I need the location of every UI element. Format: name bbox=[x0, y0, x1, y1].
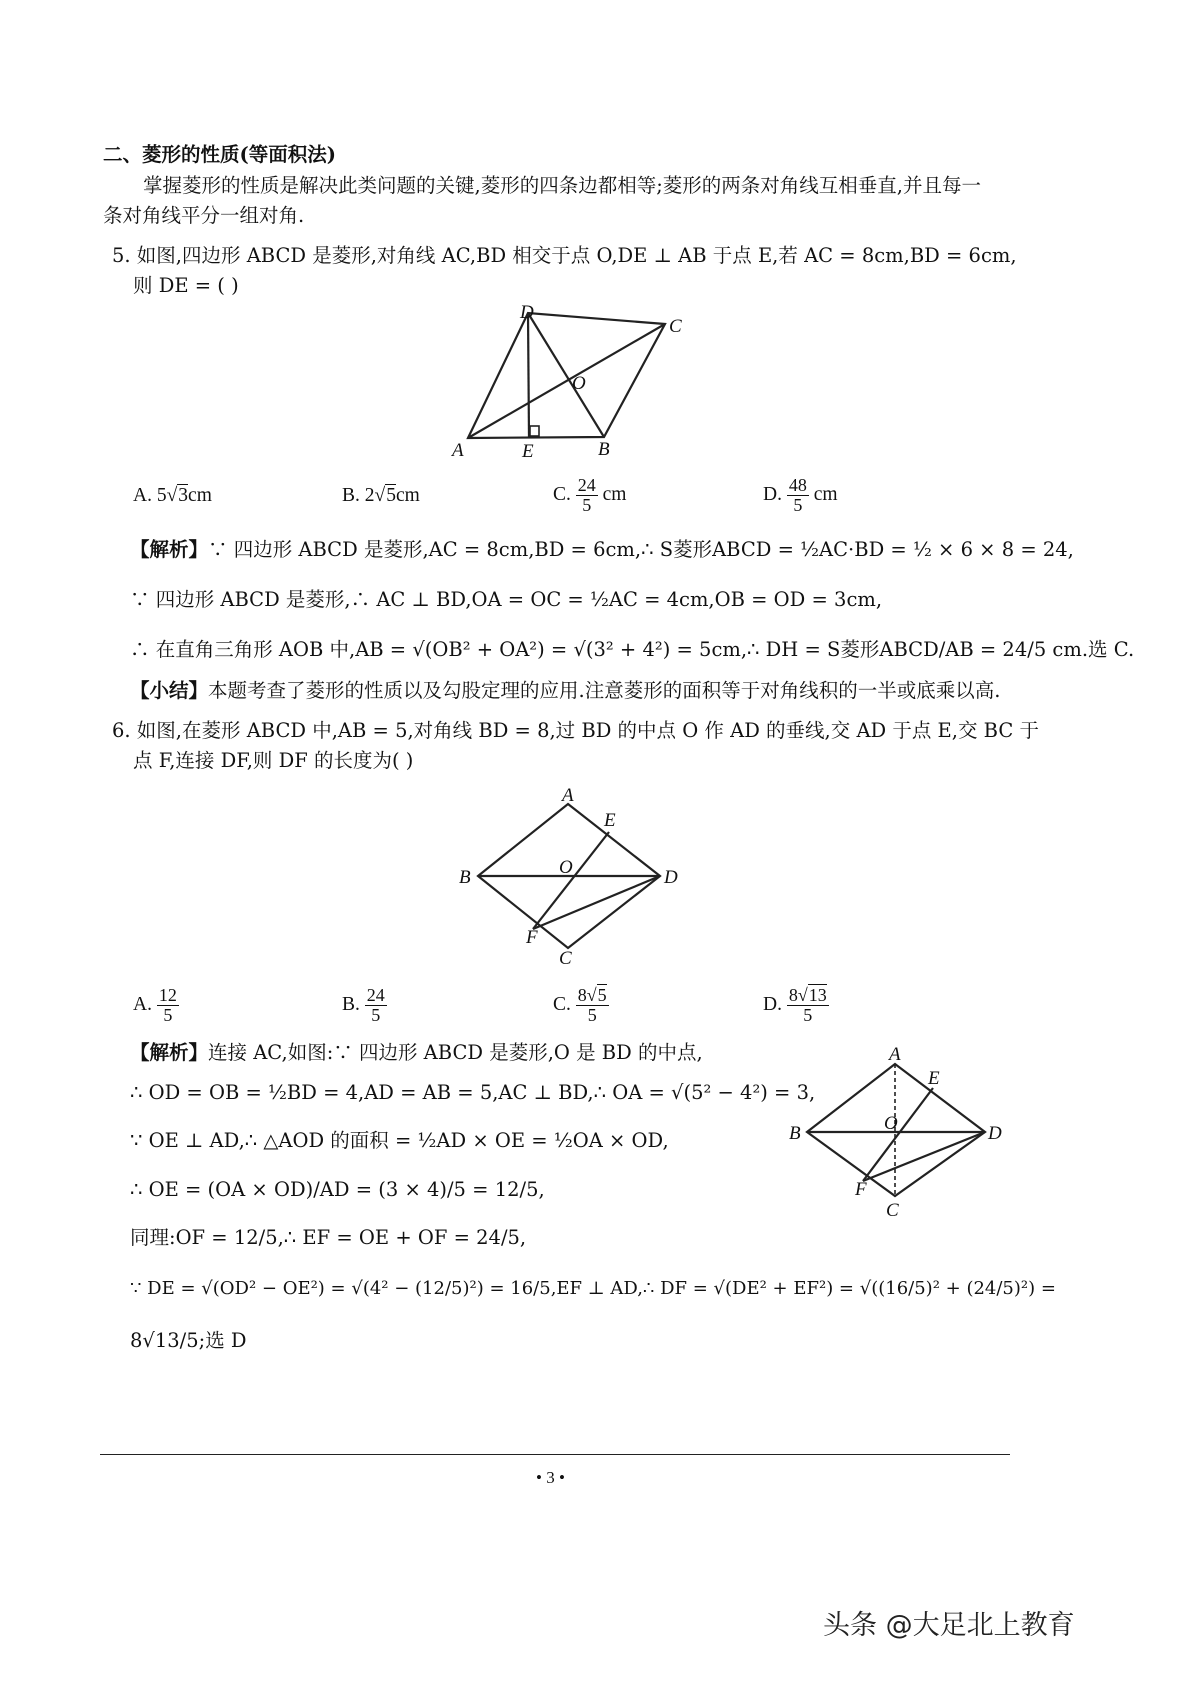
q6a-label-b: B bbox=[789, 1123, 801, 1144]
section-title: 二、菱形的性质(等面积法) bbox=[103, 143, 336, 166]
q6-analysis-line-1: 【解析】连接 AC,如图:∵ 四边形 ABCD 是菱形,O 是 BD 的中点, bbox=[130, 1041, 703, 1064]
q6-option-c[interactable]: C. $\frac{8√5}{5}$ bbox=[553, 985, 607, 1025]
q5-label-e: E bbox=[522, 441, 534, 462]
q5-stem-line-1: 5. 如图,四边形 ABCD 是菱形,对角线 AC,BD 相交于点 O,DE ⊥ AB 于点 E,若 AC = 8cm,BD = 6cm, bbox=[112, 244, 1017, 267]
q6-label-a: A bbox=[562, 785, 574, 806]
q6-stem-line-2: 点 F,连接 DF,则 DF 的长度为( ) bbox=[133, 749, 414, 772]
q5-analysis-line-3: ∴ 在直角三角形 AOB 中,AB = √(OB² + OA²) = √(3² + 4²) = 5cm,∴ DH = S菱形ABCD/AB = 24/5 cm.选 C. bbox=[130, 638, 1135, 661]
q5-option-a[interactable]: A. 5√3cm bbox=[133, 485, 212, 506]
intro-line-1: 掌握菱形的性质是解决此类问题的关键,菱形的四条边都相等;菱形的两条对角线互相垂直,并且每一 bbox=[143, 174, 981, 197]
q6-analysis-line-6: ∵ DE = √(OD² − OE²) = √(4² − (12/5)²) = 16/5,EF ⊥ AD,∴ DF = √(DE² + EF²) = √((16/5)² + (24/5)²) = bbox=[130, 1278, 1056, 1299]
q5-label-d: D bbox=[520, 302, 534, 323]
q5-stem-line-2: 则 DE = ( ) bbox=[133, 274, 239, 297]
intro-line-2: 条对角线平分一组对角. bbox=[103, 204, 305, 227]
q5-rhombus-figure bbox=[440, 298, 700, 468]
q6a-label-a: A bbox=[889, 1044, 901, 1065]
q5-analysis-line-2: ∵ 四边形 ABCD 是菱形,∴ AC ⊥ BD,OA = OC = ½AC = 4cm,OB = OD = 3cm, bbox=[130, 588, 883, 611]
q6-label-b: B bbox=[459, 867, 471, 888]
q5-option-d[interactable]: D. $\frac{48}{5}$ cm bbox=[763, 475, 838, 515]
q6a-label-c: C bbox=[886, 1200, 899, 1221]
q6-analysis-line-4: ∴ OE = (OA × OD)/AD = (3 × 4)/5 = 12/5, bbox=[130, 1178, 545, 1201]
q5-analysis-line-1: 【解析】∵ 四边形 ABCD 是菱形,AC = 8cm,BD = 6cm,∴ S菱形ABCD = ½AC·BD = ½ × 6 × 8 = 24, bbox=[130, 538, 1074, 561]
q6-label-d: D bbox=[664, 867, 678, 888]
q6-label-o: O bbox=[559, 857, 573, 878]
q5-label-a: A bbox=[452, 440, 464, 461]
q6-option-d[interactable]: D. $\frac{8√13}{5}$ bbox=[763, 985, 827, 1025]
q6-label-c: C bbox=[559, 948, 572, 969]
q6-analysis-figure bbox=[785, 1040, 1010, 1225]
q6-analysis-line-2: ∴ OD = OB = ½BD = 4,AD = AB = 5,AC ⊥ BD,∴ OA = √(5² − 4²) = 3, bbox=[130, 1081, 816, 1104]
q6-analysis-line-3: ∵ OE ⊥ AD,∴ △AOD 的面积 = ½AD × OE = ½OA × OD, bbox=[130, 1129, 669, 1152]
q5-label-b: B bbox=[598, 439, 610, 460]
q6-option-a[interactable]: A. $\frac{12}{5}$ bbox=[133, 985, 177, 1025]
q5-option-b[interactable]: B. 2√5cm bbox=[342, 485, 420, 506]
q6a-label-f: F bbox=[855, 1179, 867, 1200]
q5-label-o: O bbox=[572, 373, 586, 394]
q6a-label-d: D bbox=[988, 1123, 1002, 1144]
q5-summary: 【小结】本题考查了菱形的性质以及勾股定理的应用.注意菱形的面积等于对角线积的一半或底乘以高. bbox=[130, 679, 1001, 702]
page-number: • 3 • bbox=[536, 1468, 565, 1487]
q6-rhombus-figure bbox=[455, 782, 695, 972]
q6-option-b[interactable]: B. $\frac{24}{5}$ bbox=[342, 985, 385, 1025]
q6-analysis-line-5: 同理:OF = 12/5,∴ EF = OE + OF = 24/5, bbox=[130, 1226, 527, 1249]
q6-stem-line-1: 6. 如图,在菱形 ABCD 中,AB = 5,对角线 BD = 8,过 BD 的中点 O 作 AD 的垂线,交 AD 于点 E,交 BC 于 bbox=[112, 719, 1039, 742]
q5-option-c[interactable]: C. $\frac{24}{5}$ cm bbox=[553, 475, 627, 515]
q6-label-f: F bbox=[526, 927, 538, 948]
q6-label-e: E bbox=[604, 810, 616, 831]
q6-analysis-line-7: 8√13/5;选 D bbox=[130, 1329, 247, 1352]
q6a-label-e: E bbox=[928, 1068, 940, 1089]
q6a-label-o: O bbox=[884, 1113, 898, 1134]
footer-divider bbox=[100, 1454, 1010, 1455]
q5-label-c: C bbox=[669, 316, 682, 337]
watermark: 头条 @大足北上教育 bbox=[823, 1610, 1075, 1641]
